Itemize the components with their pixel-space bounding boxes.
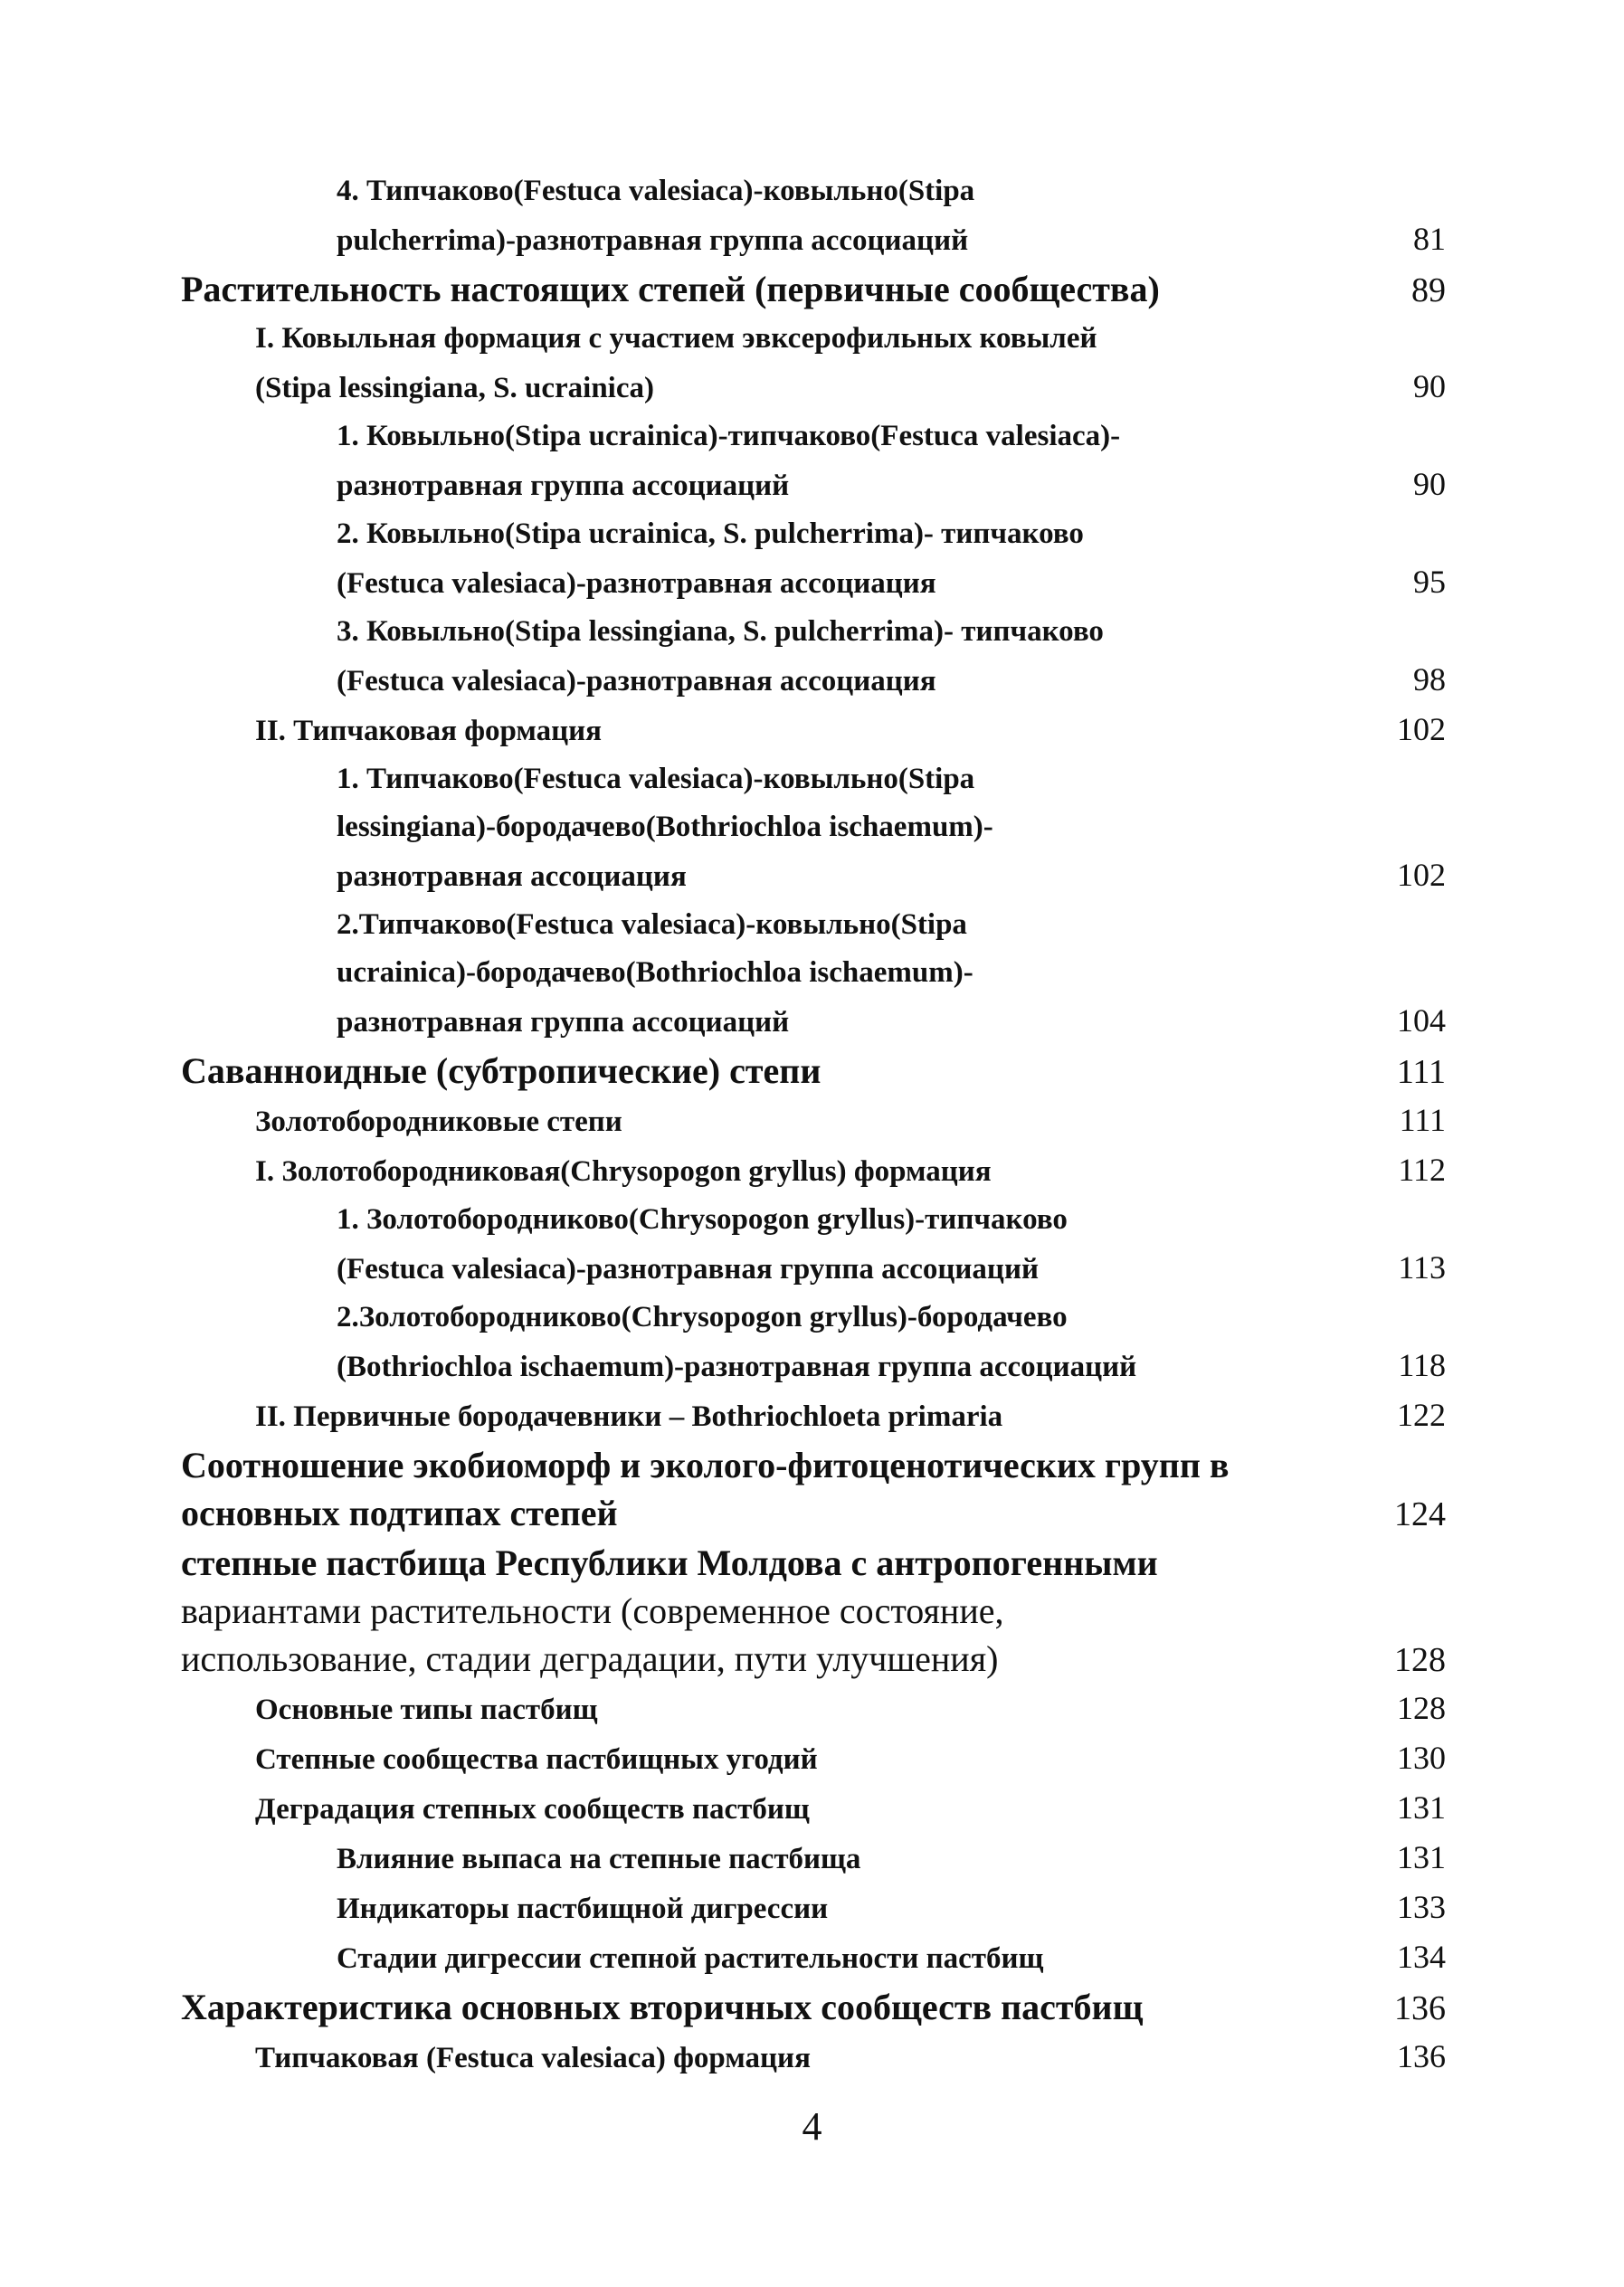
toc-entry-line: разнотравная ассоциация 102: [337, 851, 1446, 901]
page-ref: 102: [1397, 711, 1446, 747]
page-ref: 118: [1398, 1347, 1446, 1383]
toc-entry-line: вариантами растительности (современное состояние,: [181, 1590, 1004, 1631]
toc-entry-title: Типчаковая (Festuca valesiaca) формация: [255, 2042, 811, 2074]
toc-entry-line: разнотравная группа ассоциаций 104: [337, 997, 1446, 1047]
toc-heading: Растительность настоящих степей (первичные сообщества): [181, 269, 1160, 309]
toc-entry-line: основных подтипах степей 124: [181, 1489, 1446, 1539]
page-ref: 136: [1394, 1989, 1446, 2027]
toc-heading: Саванноидные (субтропические) степи: [181, 1050, 821, 1091]
page-ref: 111: [1396, 1053, 1446, 1091]
page-ref: 95: [1413, 564, 1446, 600]
page-number: 4: [802, 2104, 822, 2149]
toc-entry-title: Основные типы пастбищ: [255, 1694, 598, 1726]
toc-entry-title: Степные сообщества пастбищных угодий: [255, 1743, 818, 1776]
toc-entry-title: Влияние выпаса на степные пастбища: [337, 1843, 861, 1875]
toc-entry[interactable]: [181, 1784, 1446, 1834]
toc-entry[interactable]: [181, 1391, 1446, 1441]
page-ref: 136: [1397, 2038, 1446, 2074]
toc-entry-line: 1. Ковыльно(Stipa ucrainica)-типчаково(Festuca valesiaca)-: [337, 420, 1121, 452]
toc-entry-line: (Stipa lessingiana, S. ucrainica) 90: [255, 363, 1446, 413]
toc-entry-line: lessingiana)-бородачево(Bothriochloa ischaemum)-: [337, 811, 993, 843]
toc-entry-title: II. Первичные бородачевники – Bothriochloeta primaria: [255, 1400, 1003, 1433]
page-ref: 90: [1413, 368, 1446, 404]
toc-entry-line: 1. Золотобородниково(Chrysopogon gryllus)-типчаково: [337, 1203, 1068, 1236]
toc-entry[interactable]: [181, 1294, 1446, 1391]
toc-entry[interactable]: [181, 1047, 1446, 1096]
toc-entry-line: (Festuca valesiaca)-разнотравная группа ассоциаций 113: [337, 1244, 1446, 1294]
toc-entry[interactable]: [181, 413, 1446, 510]
toc-entry[interactable]: [181, 315, 1446, 413]
toc-entry-line: разнотравная группа ассоциаций 90: [337, 460, 1446, 510]
page-ref: 104: [1397, 1002, 1446, 1039]
toc-entry[interactable]: [181, 1884, 1446, 1933]
toc-entry[interactable]: [181, 1196, 1446, 1294]
toc-entry[interactable]: [181, 1539, 1446, 1684]
toc-entry[interactable]: [181, 1441, 1446, 1539]
toc-entry-title: II. Типчаковая формация: [255, 715, 603, 747]
toc-entry[interactable]: [181, 608, 1446, 706]
toc-entry-line: 2. Ковыльно(Stipa ucrainica, S. pulcherrima)- типчаково: [337, 517, 1084, 550]
toc-entry-title: Стадии дигрессии степной растительности пастбищ: [337, 1942, 1044, 1975]
toc-entry[interactable]: [181, 1933, 1446, 1983]
toc-entry[interactable]: [181, 2033, 1446, 2083]
toc-entry-line: pulcherrima)-разнотравная группа ассоциаций 81: [337, 215, 1446, 265]
toc-entry-line: 2.Золотобородниково(Chrysopogon gryllus)-бородачево: [337, 1301, 1068, 1333]
page-ref: 133: [1397, 1889, 1446, 1925]
page-ref: 102: [1397, 857, 1446, 893]
toc-entry[interactable]: [181, 510, 1446, 608]
page-ref: 131: [1397, 1839, 1446, 1875]
toc-entry-line: (Festuca valesiaca)-разнотравная ассоциация 98: [337, 656, 1446, 706]
toc-entry-line: 2.Типчаково(Festuca valesiaca)-ковыльно(Stipa: [337, 908, 967, 941]
toc-entry-line: использование, стадии деградации, пути улучшения) 128: [181, 1635, 1446, 1684]
toc-entry[interactable]: [181, 901, 1446, 1047]
toc-entry-line: 4. Типчаково(Festuca valesiaca)-ковыльно(Stipa: [337, 175, 975, 207]
page-ref: 130: [1397, 1740, 1446, 1776]
page-ref: 81: [1413, 221, 1446, 257]
toc-entry-line: (Festuca valesiaca)-разнотравная ассоциация 95: [337, 558, 1446, 608]
page-ref: 122: [1397, 1397, 1446, 1433]
page-ref: 131: [1397, 1789, 1446, 1826]
page-ref: 128: [1394, 1641, 1446, 1679]
toc-heading: Характеристика основных вторичных сообществ пастбищ: [181, 1987, 1144, 2027]
toc-entry-line: I. Ковыльная формация с участием эвксерофильных ковылей: [255, 322, 1097, 355]
toc-entry-line: (Bothriochloa ischaemum)-разнотравная группа ассоциаций 118: [337, 1342, 1446, 1391]
toc-entry-title: Индикаторы пастбищной дигрессии: [337, 1893, 829, 1925]
page-ref: 124: [1394, 1495, 1446, 1533]
toc-entry[interactable]: [181, 167, 1446, 265]
table-of-contents: [181, 167, 1446, 2083]
toc-entry[interactable]: [181, 1983, 1446, 2033]
page-ref: 89: [1411, 271, 1446, 309]
page-ref: 134: [1397, 1939, 1446, 1975]
toc-entry-title: I. Золотобородниковая(Chrysopogon gryllus) формация: [255, 1155, 992, 1188]
toc-entry[interactable]: [181, 1834, 1446, 1884]
toc-entry[interactable]: [181, 755, 1446, 901]
toc-entry[interactable]: [181, 1146, 1446, 1196]
toc-entry[interactable]: [181, 1684, 1446, 1734]
toc-entry-line: степные пастбища Республики Молдова с антропогенными: [181, 1542, 1158, 1583]
toc-entry-title: Деградация степных сообществ пастбищ: [255, 1793, 810, 1826]
page-ref: 113: [1398, 1249, 1446, 1286]
toc-entry-line: 3. Ковыльно(Stipa lessingiana, S. pulcherrima)- типчаково: [337, 615, 1104, 648]
toc-entry-line: ucrainica)-бородачево(Bothriochloa ischaemum)-: [337, 956, 973, 989]
page-ref: 112: [1398, 1152, 1446, 1188]
toc-entry[interactable]: [181, 1096, 1446, 1146]
toc-entry[interactable]: [181, 1734, 1446, 1784]
toc-entry[interactable]: [181, 265, 1446, 315]
page-ref: 111: [1399, 1102, 1446, 1138]
page-ref: 98: [1413, 661, 1446, 697]
toc-entry-title: Золотобородниковые степи: [255, 1106, 622, 1138]
page-ref: 128: [1397, 1690, 1446, 1726]
toc-entry-line: Соотношение экобиоморф и эколого-фитоценотических групп в: [181, 1445, 1230, 1485]
toc-entry[interactable]: [181, 706, 1446, 755]
toc-entry-line: 1. Типчаково(Festuca valesiaca)-ковыльно(Stipa: [337, 763, 975, 795]
page-ref: 90: [1413, 466, 1446, 502]
